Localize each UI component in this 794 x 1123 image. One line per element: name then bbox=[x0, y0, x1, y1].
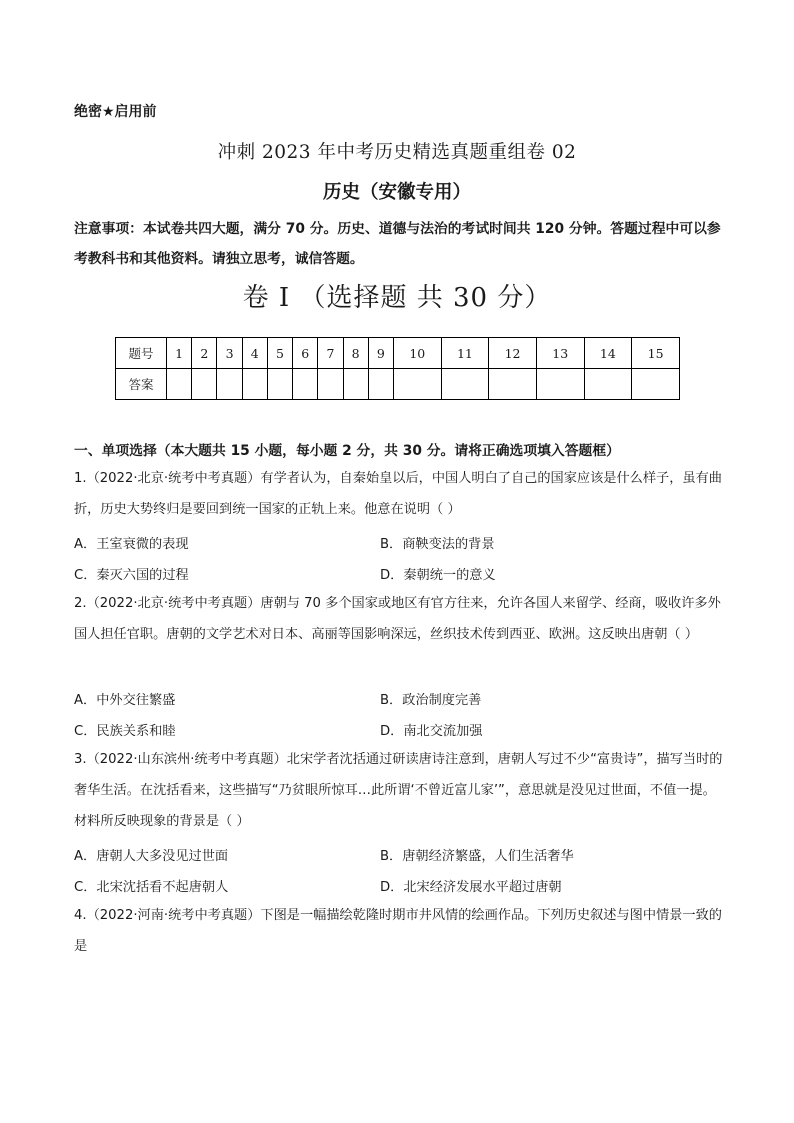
option-c: C．民族关系和睦 bbox=[74, 724, 176, 739]
row-label: 题号 bbox=[116, 338, 167, 369]
question-number-cell: 3 bbox=[217, 338, 242, 369]
answer-cell[interactable] bbox=[343, 369, 368, 400]
answer-cell[interactable] bbox=[441, 369, 489, 400]
option-d: D．秦朝统一的意义 bbox=[380, 568, 496, 583]
exam-title: 冲刺 2023 年中考历史精选真题重组卷 02 bbox=[217, 142, 577, 163]
option-d: D．南北交流加强 bbox=[380, 724, 483, 739]
section-heading: 卷 I （选择题 共 30 分） bbox=[242, 283, 552, 313]
answer-cell[interactable] bbox=[489, 369, 537, 400]
option-b: B．唐朝经济繁盛，人们生活奢华 bbox=[380, 849, 574, 864]
answer-grid bbox=[115, 337, 680, 400]
answer-cell[interactable] bbox=[632, 369, 680, 400]
answer-cell[interactable] bbox=[368, 369, 393, 400]
question-stem: 3.（2022·山东滨州·统考中考真题）北宋学者沈括通过研读唐诗注意到，唐朝人写过不少“富贵诗”，描写当时的奢华生活。在沈括看来，这些描写“乃贫眼所惊耳…此所谓‘不曾近富儿家’”，意思就是没见过世面，不值一提。材料所反映现象的背景是（ ） bbox=[74, 752, 723, 829]
option-a: A．中外交往繁盛 bbox=[74, 693, 176, 708]
question-number-cell: 13 bbox=[536, 338, 584, 369]
answer-cell[interactable] bbox=[536, 369, 584, 400]
answer-cell[interactable] bbox=[242, 369, 267, 400]
answer-cell[interactable] bbox=[318, 369, 343, 400]
answer-cell[interactable] bbox=[167, 369, 192, 400]
question-number-cell: 4 bbox=[242, 338, 267, 369]
option-a: A．唐朝人大多没见过世面 bbox=[74, 849, 229, 864]
answer-cell[interactable] bbox=[293, 369, 318, 400]
question-number-cell: 12 bbox=[489, 338, 537, 369]
option-c: C．秦灭六国的过程 bbox=[74, 568, 189, 583]
answer-cell[interactable] bbox=[584, 369, 632, 400]
question-number-cell: 5 bbox=[267, 338, 292, 369]
confidential-label: 绝密★启用前 bbox=[74, 104, 157, 120]
question-stem: 2.（2022·北京·统考中考真题）唐朝与 70 多个国家或地区有官方往来，允许各国人来留学、经商，吸收许多外国人担任官职。唐朝的文学艺术对日本、高丽等国影响深远，丝织技术传到西亚、欧洲。这反映出唐朝（ ） bbox=[74, 596, 721, 642]
answer-row bbox=[116, 369, 680, 400]
option-c: C．北宋沈括看不起唐朝人 bbox=[74, 880, 229, 895]
question-number-row bbox=[116, 338, 680, 369]
option-b: B．商鞅变法的背景 bbox=[380, 537, 495, 552]
part-heading: 一、单项选择（本大题共 15 小题，每小题 2 分，共 30 分。请将正确选项填入答题框） bbox=[74, 443, 620, 459]
question-stem: 4.（2022·河南·统考中考真题）下图是一幅描绘乾隆时期市井风情的绘画作品。下列历史叙述与图中情景一致的是 bbox=[74, 908, 722, 954]
question-number-cell: 8 bbox=[343, 338, 368, 369]
question-number-cell: 6 bbox=[293, 338, 318, 369]
question-stem: 1.（2022·北京·统考中考真题）有学者认为，自秦始皇以后，中国人明白了自己的国家应该是什么样子，虽有曲折，历史大势终归是要回到统一国家的正轨上来。他意在说明（ ） bbox=[74, 471, 722, 517]
question-number-cell: 14 bbox=[584, 338, 632, 369]
answer-cell[interactable] bbox=[192, 369, 217, 400]
answer-cell[interactable] bbox=[217, 369, 242, 400]
question-number-cell: 9 bbox=[368, 338, 393, 369]
question-number-cell: 2 bbox=[192, 338, 217, 369]
exam-subtitle: 历史（安徽专用） bbox=[322, 182, 471, 203]
option-b: B．政治制度完善 bbox=[380, 693, 482, 708]
question-number-cell: 10 bbox=[393, 338, 441, 369]
option-a: A．王室衰微的表现 bbox=[74, 537, 189, 552]
row-label: 答案 bbox=[116, 369, 167, 400]
answer-cell[interactable] bbox=[393, 369, 441, 400]
option-d: D．北宋经济发展水平超过唐朝 bbox=[380, 880, 562, 895]
answer-cell[interactable] bbox=[267, 369, 292, 400]
exam-notice: 注意事项：本试卷共四大题，满分 70 分。历史、道德与法治的考试时间共 120 分钟。答题过程中可以参考教科书和其他资料。请独立思考，诚信答题。 bbox=[74, 221, 721, 267]
question-number-cell: 1 bbox=[167, 338, 192, 369]
question-number-cell: 7 bbox=[318, 338, 343, 369]
question-number-cell: 15 bbox=[632, 338, 680, 369]
question-number-cell: 11 bbox=[441, 338, 489, 369]
